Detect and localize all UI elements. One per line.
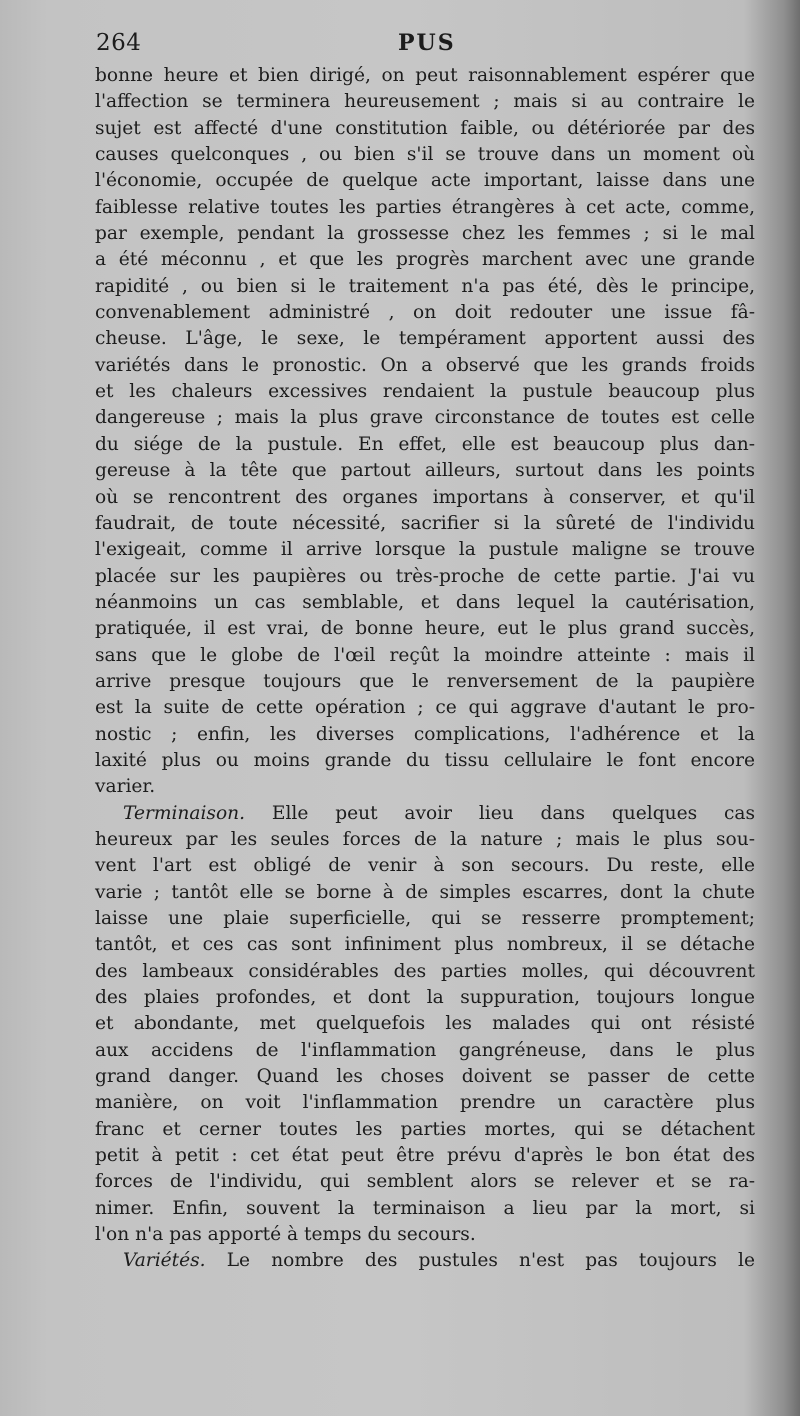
text-line: l'économie, occupée de quelque acte important, laisse dans une xyxy=(95,170,755,192)
text-line: grand danger. Quand les choses doivent se passer de cette xyxy=(95,1066,755,1088)
text-line xyxy=(95,801,755,827)
running-title: PUS xyxy=(398,30,456,56)
text-line: heureux par les seules forces de la nature ; mais le plus sou- xyxy=(95,828,755,850)
text-line: nostic ; enfin, les diverses complications, l'adhérence et la xyxy=(95,723,755,745)
heading-line-rest: Le nombre des pustules n'est pas toujours le xyxy=(205,1250,755,1272)
text-line: l'exigeait, comme il arrive lorsque la pustule maligne se trouve xyxy=(95,539,755,561)
text-line: aux accidens de l'inflammation gangréneuse, dans le plus xyxy=(95,1039,755,1061)
text-line xyxy=(95,1248,755,1274)
text-line: arrive presque toujours que le renversement de la paupière xyxy=(95,670,755,692)
section-heading-varietes: Variétés. xyxy=(123,1250,206,1272)
text-line: manière, on voit l'inflammation prendre un caractère plus xyxy=(95,1092,755,1114)
text-line: rapidité , ou bien si le traitement n'a pas été, dès le principe, xyxy=(95,275,755,297)
text-line: nimer. Enfin, souvent la terminaison a lieu par la mort, si xyxy=(95,1197,755,1219)
text-line: forces de l'individu, qui semblent alors se relever et se ra- xyxy=(95,1171,755,1193)
running-head xyxy=(96,30,756,64)
text-line: est la suite de cette opération ; ce qui aggrave d'autant le pro- xyxy=(95,697,755,719)
text-line: varier. xyxy=(95,776,156,798)
text-line: causes quelconques , ou bien s'il se trouve dans un moment où xyxy=(95,144,755,166)
text-line: sans que le globe de l'œil reçût la moindre atteinte : mais il xyxy=(95,644,755,666)
text-line: par exemple, pendant la grossesse chez les femmes ; si le mal xyxy=(95,223,755,245)
text-line: faudrait, de toute nécessité, sacrifier si la sûreté de l'individu xyxy=(95,512,755,534)
text-line: petit à petit : cet état peut être prévu d'après le bon état des xyxy=(95,1145,755,1167)
text-line: gereuse à la tête que partout ailleurs, surtout dans les points xyxy=(95,460,755,482)
paragraph-varieties xyxy=(95,1248,755,1274)
text-line: cheuse. L'âge, le sexe, le tempérament apportent aussi des xyxy=(95,328,755,350)
text-line: où se rencontrent des organes importans à conserver, et qu'il xyxy=(95,486,755,508)
text-line: varie ; tantôt elle se borne à de simples escarres, dont la chute xyxy=(95,881,755,903)
text-line: bonne heure et bien dirigé, on peut raisonnablement espérer que xyxy=(95,65,755,86)
paragraph-termination xyxy=(95,801,755,1249)
text-line: des lambeaux considérables des parties molles, qui découvrent xyxy=(95,960,755,982)
text-line: l'affection se terminera heureusement ; mais si au contraire le xyxy=(95,91,755,113)
text-line: dangereuse ; mais la plus grave circonstance de toutes est celle xyxy=(95,407,755,429)
section-heading-terminaison: Terminaison. xyxy=(123,802,246,824)
text-line: vent l'art est obligé de venir à son secours. Du reste, elle xyxy=(95,855,755,877)
text-line: pratiquée, il est vrai, de bonne heure, eut le plus grand succès, xyxy=(95,618,755,640)
text-line: tantôt, et ces cas sont infiniment plus nombreux, il se détache xyxy=(95,934,755,956)
text-line: néanmoins un cas semblable, et dans lequel la cautérisation, xyxy=(95,591,755,613)
text-line: laxité plus ou moins grande du tissu cellulaire le font encore xyxy=(95,749,755,771)
text-line: franc et cerner toutes les parties mortes, qui se détachent xyxy=(95,1118,755,1140)
text-line: variétés dans le pronostic. On a observé que les grands froids xyxy=(95,354,755,376)
paragraph-prognosis xyxy=(95,63,755,801)
text-line: placée sur les paupières ou très-proche de cette partie. J'ai vu xyxy=(95,565,755,587)
text-line: l'on n'a pas apporté à temps du secours. xyxy=(95,1224,476,1246)
page-number: 264 xyxy=(96,30,142,56)
text-line: convenablement administré , on doit redouter une issue fâ- xyxy=(95,302,755,324)
heading-line-rest: Elle peut avoir lieu dans quelques cas xyxy=(245,802,755,824)
text-line: a été méconnu , et que les progrès marchent avec une grande xyxy=(95,249,755,271)
text-line: des plaies profondes, et dont la suppuration, toujours longue xyxy=(95,987,755,1009)
text-line: du siége de la pustule. En effet, elle est beaucoup plus dan- xyxy=(95,433,755,455)
text-line: laisse une plaie superficielle, qui se resserre promptement; xyxy=(95,908,755,929)
text-line: et les chaleurs excessives rendaient la pustule beaucoup plus xyxy=(95,381,755,403)
text-line: faiblesse relative toutes les parties étrangères à cet acte, comme, xyxy=(95,196,755,218)
body-text xyxy=(95,63,755,1275)
text-line: et abondante, met quelquefois les malades qui ont résisté xyxy=(95,1013,755,1035)
text-line: sujet est affecté d'une constitution faible, ou détériorée par des xyxy=(95,117,755,139)
